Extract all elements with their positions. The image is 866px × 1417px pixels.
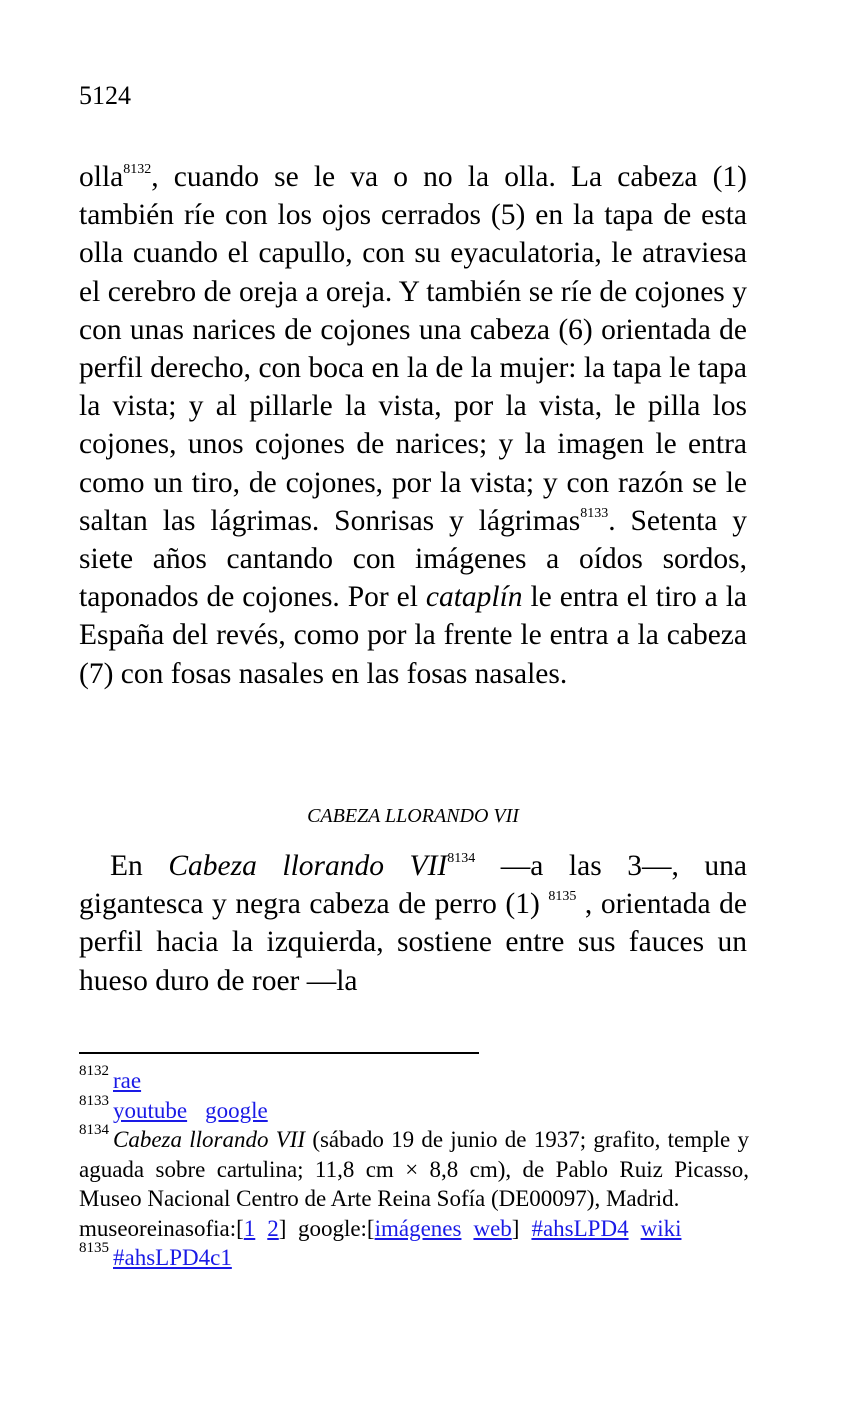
museo-link-1[interactable]: 1	[243, 1215, 256, 1241]
footnote-ref-8134[interactable]: 8134	[447, 851, 476, 867]
paragraph-text: . Setenta y siete años cantando con imágenes a oídos sordos, taponados de cojones. Por el	[79, 504, 747, 614]
google-prefix: ] google:[	[278, 1215, 375, 1241]
google-images-link[interactable]: imágenes	[374, 1215, 462, 1241]
google-web-link[interactable]: web	[473, 1215, 512, 1241]
youtube-link[interactable]: youtube	[113, 1097, 188, 1123]
rae-link[interactable]: rae	[113, 1068, 142, 1093]
section-title: CABEZA LLORANDO VII	[307, 805, 519, 827]
footnote-8134-links	[79, 1214, 749, 1244]
footnotes	[79, 1063, 749, 1273]
artwork-title: Cabeza llorando VII	[168, 850, 448, 882]
paragraph-text: , cuando se le va o no la olla. La cabeza (1) también ríe con los ojos cerrados (5) en la tapa de esta olla cuando el capullo, con su eyaculatoria, le atraviesa el cerebro de oreja a oreja. Y también se ríe de cojones y con unas narices de cojones una cabeza (6) orientada de perfil derecho, con boca en la de la mujer: la tapa le tapa la vista; y al pillarle la vista, por la vista, le pilla los cojones, unos cojones de narices; y la imagen le entra como un tiro, de cojones, por la vista; y con razón se le saltan las lágrimas. Sonrisas y lágrimas	[79, 161, 747, 537]
footnote-8134	[79, 1122, 749, 1214]
artwork-title: Cabeza llorando VII	[113, 1127, 306, 1152]
footnote-ref-8132[interactable]: 8132	[123, 162, 152, 178]
footnote-text: (sábado 19 de junio de 1937; grafito, temple y aguada sobre cartulina; 11,8 cm × 8,8 cm), de Pablo Ruiz Picasso, Museo Nacional Centro de Arte Reina Sofía (DE00097), Madrid.	[79, 1127, 749, 1211]
google-link[interactable]: google	[205, 1097, 268, 1123]
paragraph-text: olla	[79, 161, 124, 193]
ahslpd4-link[interactable]: #ahsLPD4	[531, 1215, 629, 1241]
footnote-divider	[79, 1052, 479, 1054]
museo-prefix: museoreinasofia:[	[79, 1215, 244, 1241]
footnote-ref-8133[interactable]: 8133	[580, 506, 609, 521]
footnote-8133	[79, 1092, 749, 1126]
footnote-8135	[79, 1240, 749, 1273]
footnote-number: 8134	[79, 1122, 109, 1139]
wiki-link[interactable]: wiki	[640, 1215, 682, 1241]
page-number: 5124	[79, 81, 131, 110]
footnote-number: 8135	[79, 1240, 109, 1257]
google-suffix: ]	[511, 1215, 520, 1241]
paragraph-text: , orientada de perfil hacia la izquierda, sostiene entre sus fauces un hueso duro de roer —la	[79, 888, 747, 997]
museo-link-2[interactable]: 2	[267, 1215, 279, 1241]
footnote-8132	[79, 1063, 749, 1096]
body-paragraph-2	[79, 847, 747, 1000]
paragraph-text: En	[110, 850, 169, 882]
paragraph-text: le entra el tiro a la España del revés, como por la frente le entra a la cabeza (7) con fosas nasales en las fosas nasales.	[79, 581, 747, 690]
paragraph-text: —a las 3—, una gigantesca y negra cabeza de perro (1)	[79, 850, 747, 921]
footnote-number: 8132	[79, 1063, 109, 1080]
italic-term: cataplín	[425, 581, 523, 614]
body-paragraph-1	[79, 158, 747, 693]
footnote-number: 8133	[79, 1092, 109, 1109]
footnote-ref-8135[interactable]: 8135	[548, 889, 577, 905]
ahslpd4c1-link[interactable]: #ahsLPD4c1	[113, 1245, 232, 1270]
